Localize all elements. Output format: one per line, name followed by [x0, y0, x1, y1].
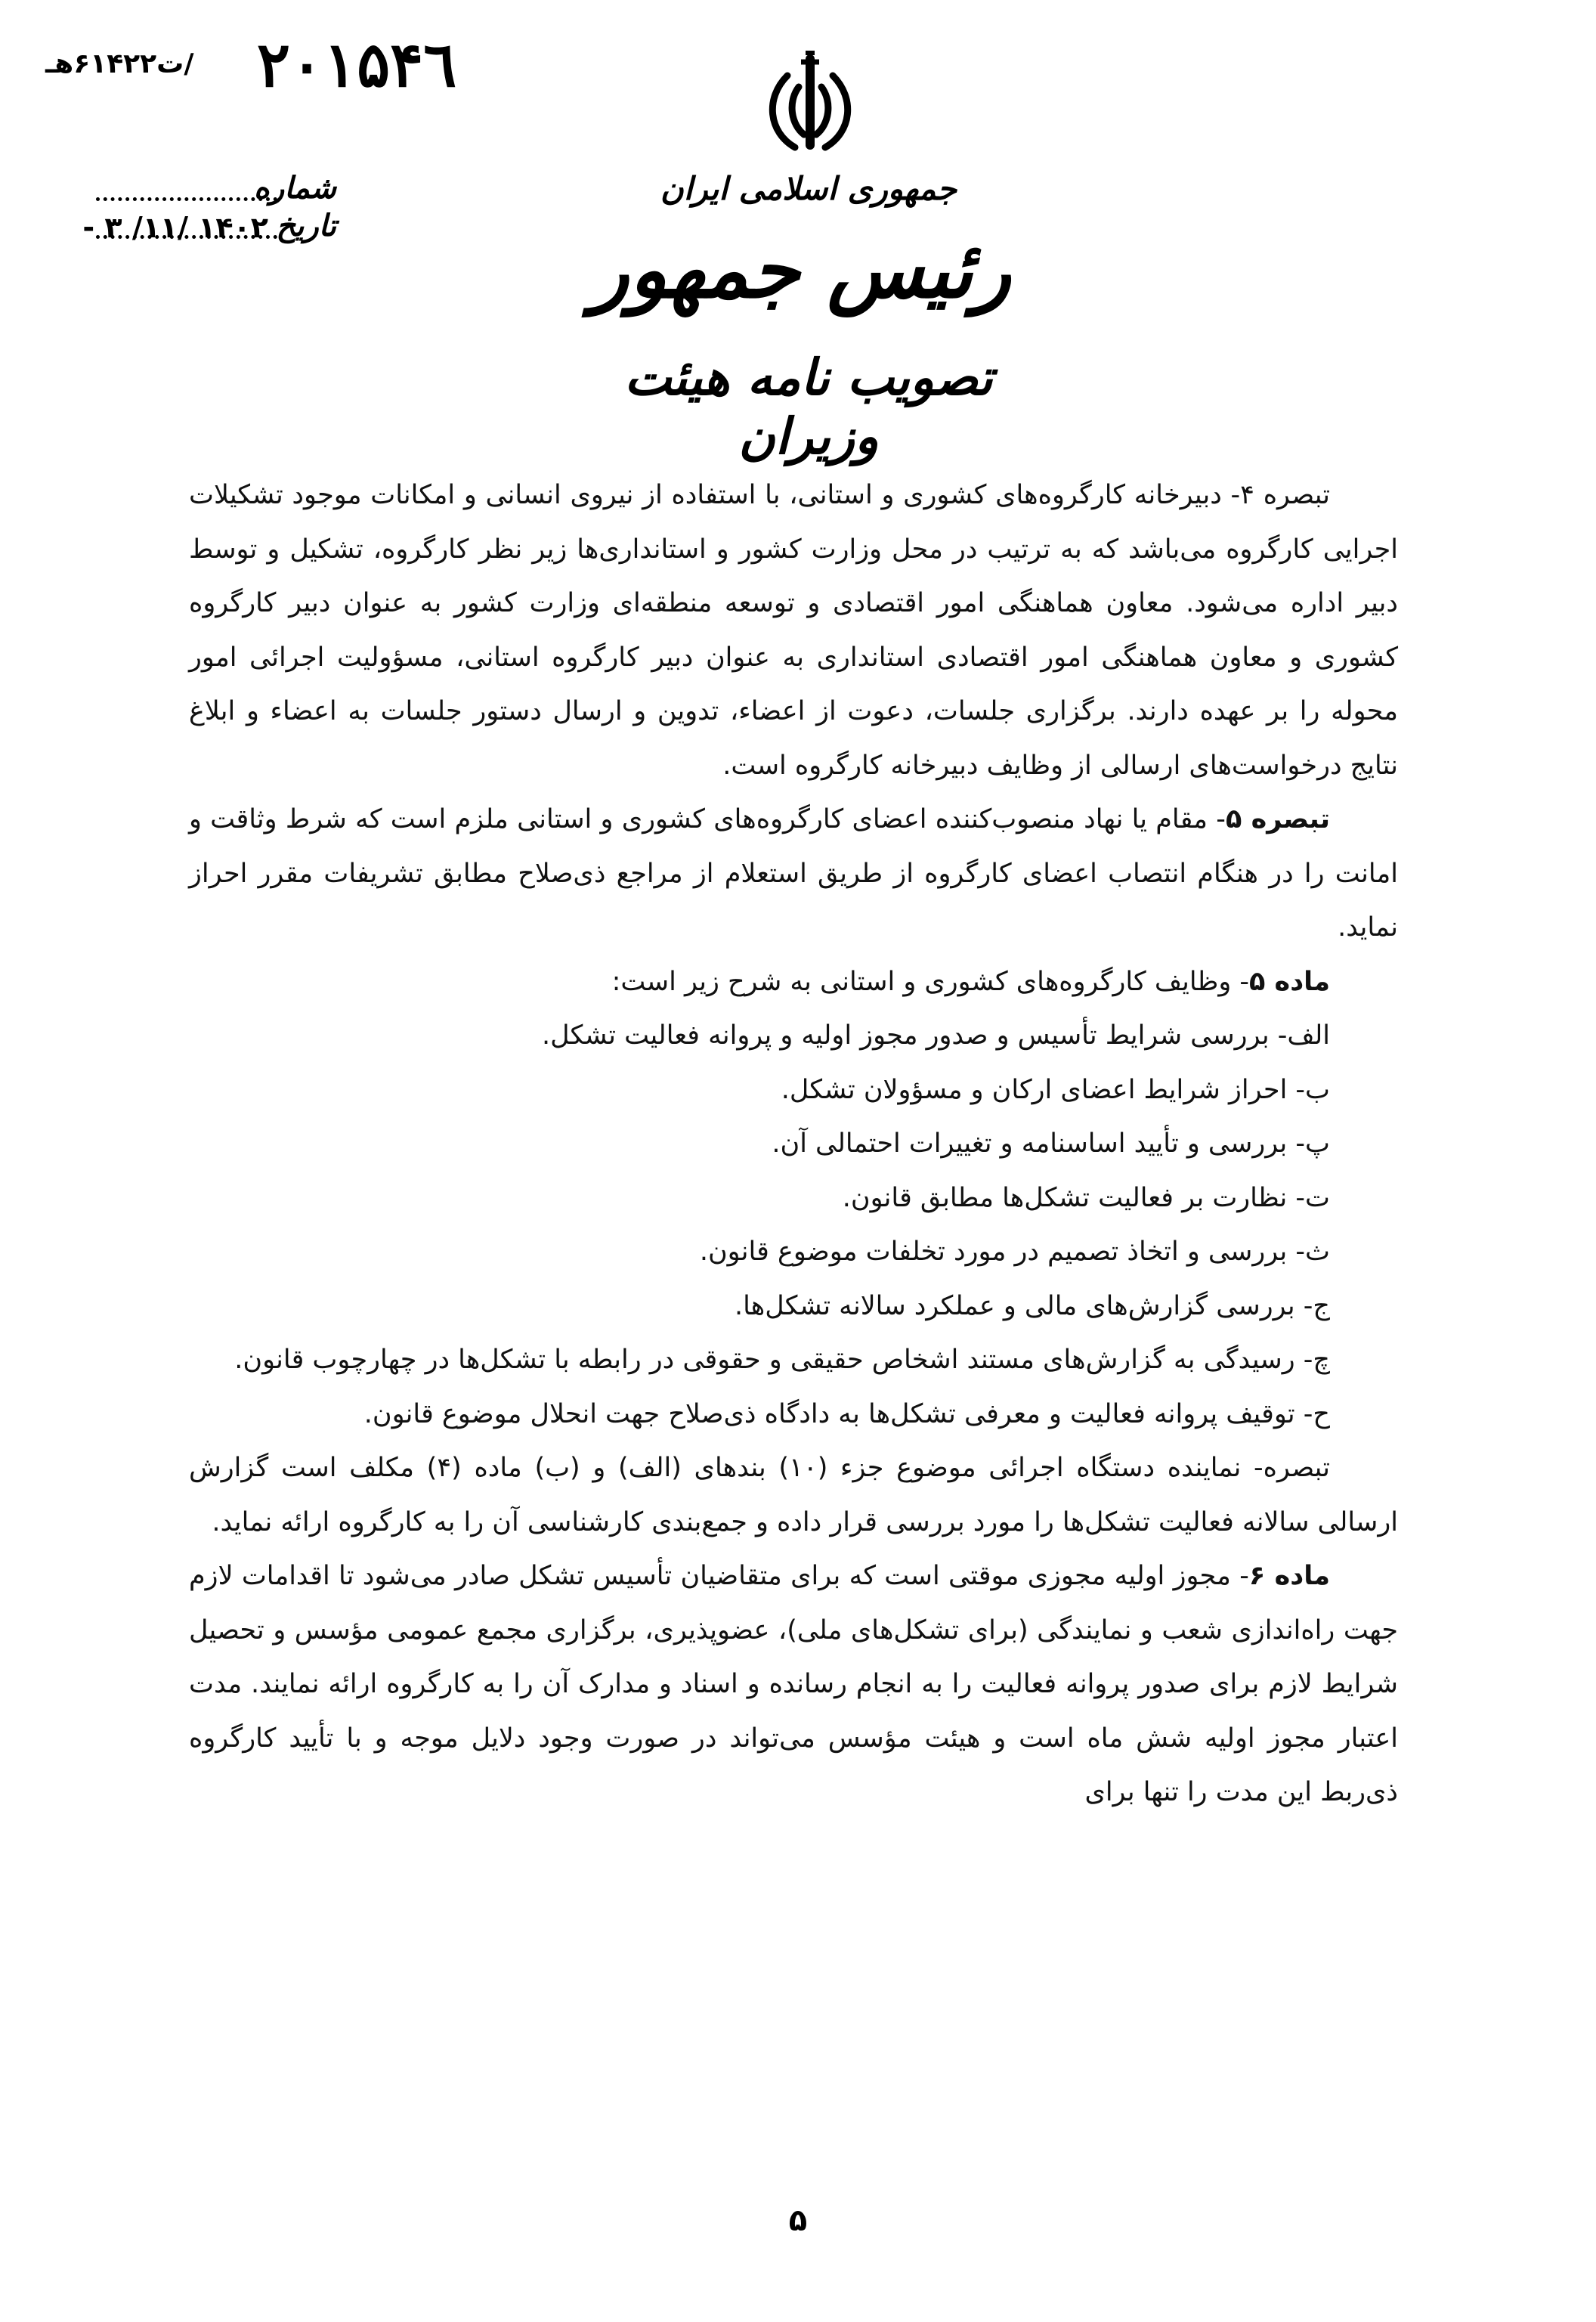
note-5-text: - مقام یا نهاد منصوب‌کننده اعضای کارگروه‌های کشوری و استانی ملزم است که شرط وثاقت و امانت را در هنگام انتصاب اعضای کارگروه از طریق استعلام از مراجع ذی‌صلاح مطابق تشریفات مقرر احراز نماید.: [189, 804, 1398, 943]
article-6-label: ماده ۶: [1248, 1561, 1331, 1591]
date-dotted-line: [96, 235, 277, 239]
page-number: ۵: [788, 2203, 808, 2238]
article-5-item: الف- بررسی شرایط تأسیس و صدور مجوز اولیه و پروانه فعالیت تشکل.: [542, 1020, 1330, 1051]
president-title: رئیس جمهور: [591, 223, 1011, 316]
article-5-label: ماده ۵: [1249, 966, 1330, 997]
reference-line: [45, 29, 469, 104]
note-5-paragraph: [189, 793, 1398, 955]
article-5-item: چ- رسیدگی به گزارش‌های مستند اشخاص حقیقی و حقوقی در رابطه با تشکل‌ها در چهارچوب قانون.: [234, 1345, 1330, 1375]
iran-emblem-icon: [757, 45, 863, 159]
article-5-heading: [189, 955, 1398, 1010]
article-5-note-paragraph: تبصره- نماینده دستگاه اجرائی موضوع جزء (۱۰) بندهای (الف) و (ب) ماده (۴) مکلف است گزارش ارسالی سالانه فعالیت تشکل‌ها را مورد بررسی قرار داده و جمع‌بندی کارشناسی آن را به کارگروه ارائه نماید.: [189, 1453, 1398, 1537]
article-5-item: ب- احراز شرایط اعضای ارکان و مسؤولان تشکل.: [781, 1074, 1330, 1105]
date-value: ۱۴۰۲ /۱۱/ ۳ -: [82, 211, 268, 244]
number-label: شماره: [253, 170, 336, 206]
article-5-text: - وظایف کارگروه‌های کشوری و استانی به شرح زیر است:: [611, 966, 1249, 997]
reference-number: ۲۰۱۵۴٦: [257, 29, 457, 101]
republic-title: جمهوری اسلامی ایران: [660, 170, 957, 207]
number-date-block: [72, 170, 336, 283]
article-5-item: پ- بررسی و تأیید اساسنامه و تغییرات احتمالی آن.: [772, 1128, 1330, 1159]
article-5-item: ث- بررسی و اتخاذ تصمیم در مورد تخلفات موضوع قانون.: [699, 1237, 1330, 1267]
date-row: [72, 208, 336, 253]
date-label: تاریخ: [276, 208, 336, 243]
note-5-label: تبصره ۵: [1225, 804, 1330, 834]
article-5-item: ت- نظارت بر فعالیت تشکل‌ها مطابق قانون.: [842, 1182, 1330, 1213]
reference-code: /ت۶۱۴۲۲هـ: [45, 48, 194, 79]
decree-title: تصویب نامه هیئت وزیران: [624, 348, 993, 466]
article-5-item: ج- بررسی گزارش‌های مالی و عملکرد سالانه تشکل‌ها.: [735, 1290, 1330, 1321]
document-body: [189, 469, 1398, 1820]
article-5-item: ح- توقیف پروانه فعالیت و معرفی تشکل‌ها به دادگاه ذی‌صلاح جهت انحلال موضوع قانون.: [363, 1398, 1330, 1429]
note-4-paragraph: تبصره ۴- دبیرخانه کارگروه‌های کشوری و استانی، با استفاده از نیروی انسانی و امکانات موجود تشکیلات اجرایی کارگروه می‌باشد که به ترتیب در محل وزارت کشور و استانداری‌ها زیر نظر کارگروه، تشکیل و توسط دبیر اداره می‌شود. معاون هماهنگی امور اقتصادی و توسعه منطقه‌ای وزارت کشور به عنوان دبیر کارگروه کشوری و معاون هماهنگی امور اقتصادی استانداری به عنوان دبیر کارگروه استانی، مسؤولیت اجرائی امور محوله را بر عهده دارند. برگزاری جلسات، دعوت از اعضاء، تدوین و ارسال دستور جلسات به اعضاء و ابلاغ نتایج درخواست‌های ارسالی از وظایف دبیرخانه کارگروه است.: [189, 480, 1398, 781]
number-dotted-line: [96, 197, 277, 201]
article-6-text: - مجوز اولیه مجوزی موقتی است که برای متقاضیان تأسیس تشکل صادر می‌شود تا اقدامات لازم جهت راه‌اندازی شعب و نمایندگی (برای تشکل‌های ملی)، عضوپذیری، برگزاری مجمع عمومی مؤسس و تحصیل شرایط لازم برای صدور پروانه فعالیت را به انجام رسانده و اسناد و مدارک آن را به کارگروه ارائه نمایند. مدت اعتبار مجوز اولیه شش ماه است و هیئت مؤسس می‌تواند در صورت وجود دلایل موجه و با تأیید کارگروه ذی‌ربط این مدت را تنها برای: [189, 1561, 1398, 1807]
article-6-paragraph: [189, 1550, 1398, 1820]
